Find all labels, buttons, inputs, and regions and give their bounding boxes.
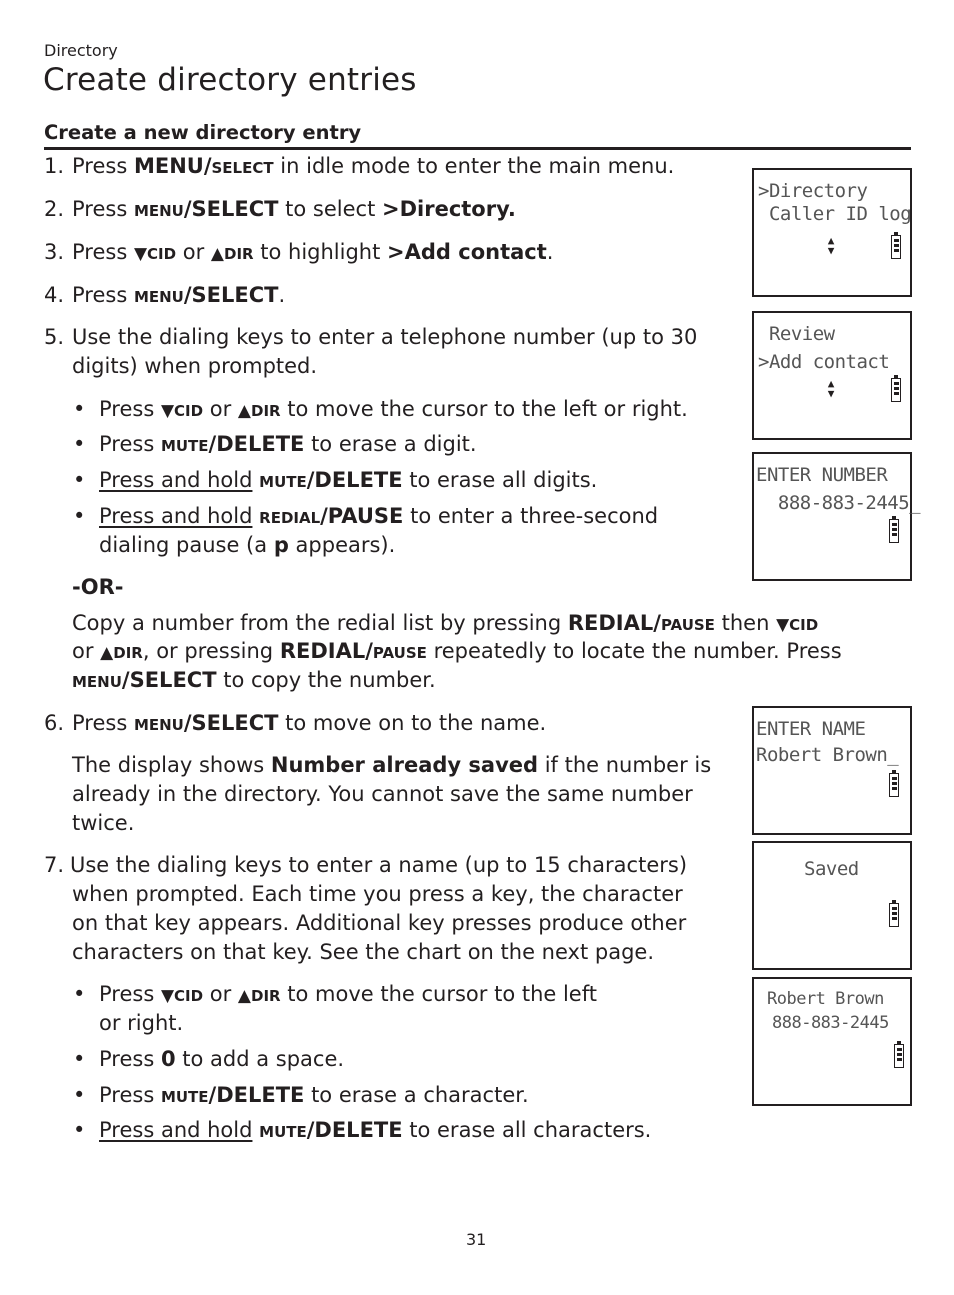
battery-icon [891, 378, 901, 402]
step-6-text: Press menu/SELECT to move on to the name. [72, 711, 547, 735]
step-5-bullet-2: Press mute/DELETE to erase a digit. [99, 432, 477, 456]
step-7-bullet-1: Press ▼cid or ▲dir to move the cursor to the left [99, 982, 597, 1006]
down-arrow-icon: ▼ [160, 986, 175, 1006]
step-number: 7. [44, 853, 65, 877]
step-7-bullet-2: Press 0 to add a space. [99, 1047, 345, 1071]
bullet: • [73, 397, 86, 421]
lcd-line: >Add contact [758, 351, 890, 373]
page-title: Create directory entries [43, 62, 417, 98]
bullet: • [73, 432, 86, 456]
down-arrow-icon: ▼ [133, 244, 148, 264]
step-number: 2. [44, 197, 65, 221]
lcd-line: ENTER NAME [756, 718, 866, 740]
lcd-line: 888-883-2445_ [756, 492, 921, 514]
down-arrow-icon: ▼ [160, 401, 175, 421]
step-6-display-line3: twice. [72, 811, 135, 835]
step-5-line2: digits) when prompted. [72, 354, 318, 378]
up-arrow-icon: ▲ [100, 643, 114, 663]
lcd-line: Review [758, 323, 835, 345]
copy-line-2: or ▲dir, or pressing REDIAL/pause repeatedly to locate the number. Press [72, 639, 842, 663]
lcd-line: ENTER NUMBER [756, 464, 888, 486]
bullet: • [73, 982, 86, 1006]
step-number: 6. [44, 711, 65, 735]
step-6-display-line1: The display shows Number already saved if the number is [72, 753, 712, 777]
battery-icon [891, 235, 901, 259]
step-7-bullet-3: Press mute/DELETE to erase a character. [99, 1083, 529, 1107]
bullet: • [73, 1083, 86, 1107]
step-number: 4. [44, 283, 65, 307]
step-number: 1. [44, 154, 65, 178]
down-arrow-icon: ▼ [776, 615, 790, 635]
step-5-bullet-1: Press ▼cid or ▲dir to move the cursor to the left or right. [99, 397, 688, 421]
or-label: -OR- [72, 575, 124, 599]
lcd-line: >Directory [758, 180, 868, 202]
bullet: • [73, 1118, 86, 1142]
step-7-line3: on that key appears. Additional key presses produce other [72, 911, 687, 935]
lcd-screen-directory [752, 168, 912, 297]
step-5-bullet-4-line2: dialing pause (a p appears). [99, 533, 396, 557]
scroll-arrows-icon: ▲ ▼ [827, 234, 835, 257]
subheading: Create a new directory entry [44, 121, 362, 144]
lcd-screen-enter-name [752, 706, 912, 835]
step-5-bullet-4: Press and hold redial/PAUSE to enter a three-second [99, 504, 659, 528]
step-6-display-line2: already in the directory. You cannot save the same number [72, 782, 693, 806]
lcd-screen-entry [752, 977, 912, 1106]
step-3-text: Press ▼cid or ▲dir to highlight >Add contact. [72, 240, 554, 264]
copy-line-3: menu/SELECT to copy the number. [72, 668, 436, 692]
step-7-bullet-1-line2: or right. [99, 1011, 184, 1035]
step-2-text: Press menu/SELECT to select >Directory. [72, 197, 516, 221]
up-arrow-icon: ▲ [210, 244, 224, 264]
section-label: Directory [44, 41, 118, 60]
battery-icon [889, 519, 899, 543]
lcd-line: 888-883-2445 [772, 1013, 889, 1033]
bullet: • [73, 1047, 86, 1071]
step-5-bullet-3: Press and hold mute/DELETE to erase all digits. [99, 468, 598, 492]
scroll-arrows-icon: ▲ ▼ [827, 377, 835, 400]
step-number: 5. [44, 325, 65, 349]
up-arrow-icon: ▲ [237, 401, 251, 421]
step-4-text: Press menu/SELECT. [72, 283, 286, 307]
step-7-line1: Use the dialing keys to enter a name (up to 15 characters) [70, 853, 688, 877]
step-7-line4: characters on that key. See the chart on the next page. [72, 940, 654, 964]
lcd-line: Caller ID log [758, 203, 912, 225]
lcd-screen-saved [752, 841, 912, 970]
lcd-line: Robert Brown [767, 989, 884, 1009]
bullet: • [73, 504, 86, 528]
bullet: • [73, 468, 86, 492]
step-1-text: Press MENU/select in idle mode to enter the main menu. [72, 154, 675, 178]
step-7-bullet-4: Press and hold mute/DELETE to erase all characters. [99, 1118, 652, 1142]
step-5-line1: Use the dialing keys to enter a telephone number (up to 30 [72, 325, 698, 349]
step-7-line2: when prompted. Each time you press a key, the character [72, 882, 683, 906]
lcd-line: Robert Brown_ [756, 744, 899, 766]
lcd-screen-enter-number [752, 452, 921, 581]
lcd-screen-add-contact [752, 311, 912, 440]
copy-line-1: Copy a number from the redial list by pressing REDIAL/pause then ▼cid [72, 611, 819, 635]
battery-icon [889, 773, 899, 797]
battery-icon [894, 1044, 904, 1068]
step-number: 3. [44, 240, 65, 264]
heading-rule [44, 147, 911, 150]
page-number: 31 [466, 1230, 487, 1249]
lcd-line: Saved [804, 858, 859, 880]
up-arrow-icon: ▲ [237, 986, 251, 1006]
battery-icon [889, 903, 899, 927]
